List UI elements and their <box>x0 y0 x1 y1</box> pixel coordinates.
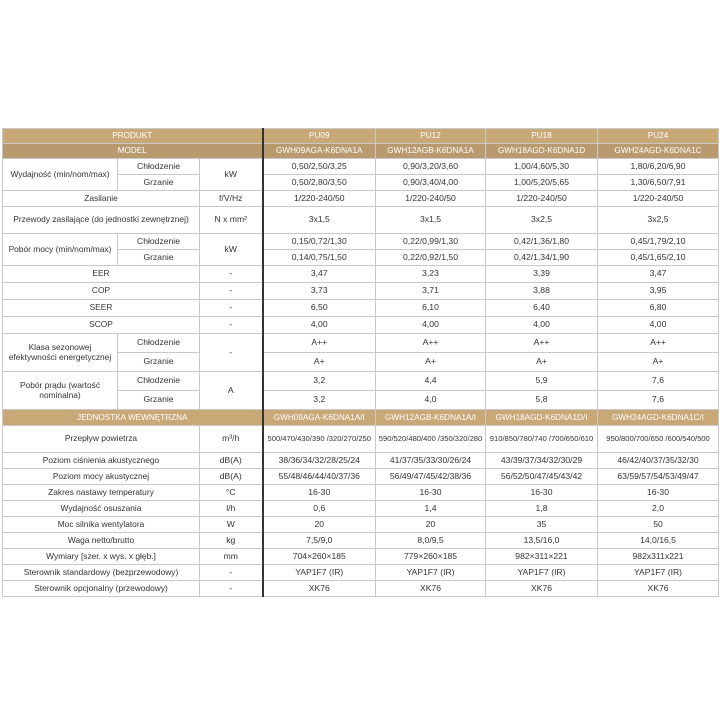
model-name: GWH09AGA-K6DNA1A/I <box>263 410 376 426</box>
model-header-row <box>3 144 719 159</box>
row-label: Waga netto/brutto <box>3 533 200 549</box>
cell-value: 55/48/46/44/40/37/36 <box>263 469 376 485</box>
row-label: Pobór prądu (wartość nominalna) <box>3 372 118 410</box>
cell-value: A+ <box>263 353 376 372</box>
cell-value: 3,88 <box>486 283 598 300</box>
cell-value: 7,5/9,0 <box>263 533 376 549</box>
cell-value: 1/220-240/50 <box>263 191 376 207</box>
row-label: Pobór mocy (min/nom/max) <box>3 234 118 266</box>
cell-value: A++ <box>598 334 719 353</box>
cell-value: 500/470/430/390 /320/270/250 <box>263 426 376 453</box>
table-row <box>3 266 719 283</box>
cell-value: 0,50/2,50/3,25 <box>263 159 376 175</box>
cell-value: 1,30/6,50/7,91 <box>598 175 719 191</box>
cell-value: 0,45/1,79/2,10 <box>598 234 719 250</box>
table-row <box>3 485 719 501</box>
sub-label: Grzanie <box>118 175 200 191</box>
cell-value: 3,23 <box>376 266 486 283</box>
cell-value: 0,22/0,92/1,50 <box>376 250 486 266</box>
cell-value: 2,0 <box>598 501 719 517</box>
table-row <box>3 283 719 300</box>
row-label: Moc silnika wentylatora <box>3 517 200 533</box>
spec-table <box>2 128 719 597</box>
unit: l/h <box>200 501 263 517</box>
unit: W <box>200 517 263 533</box>
cell-value: 1/220-240/50 <box>486 191 598 207</box>
cell-value: 3,2 <box>263 372 376 391</box>
cell-value: 4,00 <box>486 317 598 334</box>
cell-value: 13,5/16,0 <box>486 533 598 549</box>
row-label: Wydajność osuszania <box>3 501 200 517</box>
unit: - <box>200 334 263 372</box>
cell-value: 950/800/700/650 /600/540/500 <box>598 426 719 453</box>
cell-value: 590/520/480/400 /350/320/280 <box>376 426 486 453</box>
cell-value: 50 <box>598 517 719 533</box>
cell-value: 1/220-240/50 <box>376 191 486 207</box>
cell-value: 5,8 <box>486 391 598 410</box>
cell-value: 16-30 <box>376 485 486 501</box>
unit: f/V/Hz <box>200 191 263 207</box>
table-row <box>3 533 719 549</box>
model-name: GWH18AGD-K6DNA1D <box>486 144 598 159</box>
unit: °C <box>200 485 263 501</box>
cell-value: 16-30 <box>598 485 719 501</box>
sub-label: Chłodzenie <box>118 334 200 353</box>
indoor-label: JEDNOSTKA WEWNĘTRZNA <box>3 410 263 426</box>
sub-label: Chłodzenie <box>118 159 200 175</box>
product-name: PU18 <box>486 129 598 144</box>
row-label: COP <box>3 283 200 300</box>
cell-value: XK76 <box>486 581 598 597</box>
cell-value: 7,6 <box>598 372 719 391</box>
cell-value: 0,42/1,36/1,80 <box>486 234 598 250</box>
cell-value: 3,47 <box>263 266 376 283</box>
cell-value: 20 <box>263 517 376 533</box>
cell-value: A+ <box>486 353 598 372</box>
row-label: EER <box>3 266 200 283</box>
cell-value: 3,95 <box>598 283 719 300</box>
model-name: GWH09AGA-K6DNA1A <box>263 144 376 159</box>
table-row <box>3 581 719 597</box>
table-row <box>3 565 719 581</box>
cell-value: A+ <box>598 353 719 372</box>
cell-value: 8,0/9,5 <box>376 533 486 549</box>
cell-value: 1/220-240/50 <box>598 191 719 207</box>
row-label: SCOP <box>3 317 200 334</box>
cell-value: 982x311x221 <box>598 549 719 565</box>
sub-label: Grzanie <box>118 353 200 372</box>
unit: - <box>200 581 263 597</box>
sub-label: Grzanie <box>118 250 200 266</box>
table-row <box>3 234 719 250</box>
cell-value: 63/59/57/54/53/49/47 <box>598 469 719 485</box>
cell-value: 20 <box>376 517 486 533</box>
model-name: GWH12AGB-K6DNA1A <box>376 144 486 159</box>
table-row <box>3 372 719 391</box>
cell-value: 56/49/47/45/42/38/36 <box>376 469 486 485</box>
cell-value: A++ <box>486 334 598 353</box>
cell-value: 4,00 <box>263 317 376 334</box>
cell-value: 0,45/1,65/2,10 <box>598 250 719 266</box>
cell-value: A++ <box>376 334 486 353</box>
cell-value: 704×260×185 <box>263 549 376 565</box>
cell-value: 56/52/50/47/45/43/42 <box>486 469 598 485</box>
cell-value: 0,22/0,99/1,30 <box>376 234 486 250</box>
cell-value: 0,50/2,80/3,50 <box>263 175 376 191</box>
cell-value: 41/37/35/33/30/26/24 <box>376 453 486 469</box>
row-label: Zakres nastawy temperatury <box>3 485 200 501</box>
table-row <box>3 300 719 317</box>
model-name: GWH24AGD-K6DNA1C/I <box>598 410 719 426</box>
row-label: Zasilanie <box>3 191 200 207</box>
cell-value: 0,15/0,72/1,30 <box>263 234 376 250</box>
cell-value: 0,42/1,34/1,90 <box>486 250 598 266</box>
cell-value: 3x1,5 <box>376 207 486 234</box>
cell-value: YAP1F7 (IR) <box>486 565 598 581</box>
cell-value: 982×311×221 <box>486 549 598 565</box>
cell-value: XK76 <box>376 581 486 597</box>
cell-value: 35 <box>486 517 598 533</box>
table-row <box>3 159 719 175</box>
product-label: PRODUKT <box>3 129 263 144</box>
row-label: Wymiary [szer. x wys. x głęb.] <box>3 549 200 565</box>
cell-value: 5,9 <box>486 372 598 391</box>
cell-value: 6,40 <box>486 300 598 317</box>
cell-value: 3,71 <box>376 283 486 300</box>
cell-value: 0,6 <box>263 501 376 517</box>
unit: - <box>200 565 263 581</box>
cell-value: 3x2,5 <box>486 207 598 234</box>
cell-value: 1,4 <box>376 501 486 517</box>
cell-value: 1,00/5,20/5,65 <box>486 175 598 191</box>
cell-value: 3,39 <box>486 266 598 283</box>
cell-value: 16-30 <box>263 485 376 501</box>
unit: - <box>200 317 263 334</box>
row-label: Sterownik standardowy (bezprzewodowy) <box>3 565 200 581</box>
model-name: GWH12AGB-K6DNA1A/I <box>376 410 486 426</box>
cell-value: A+ <box>376 353 486 372</box>
product-name: PU09 <box>263 129 376 144</box>
table-row <box>3 317 719 334</box>
cell-value: 6,10 <box>376 300 486 317</box>
cell-value: 4,00 <box>376 317 486 334</box>
table-row <box>3 191 719 207</box>
cell-value: 0,90/3,20/3,60 <box>376 159 486 175</box>
unit: mm <box>200 549 263 565</box>
unit: N x mm² <box>200 207 263 234</box>
cell-value: 3x2,5 <box>598 207 719 234</box>
table-row <box>3 207 719 234</box>
sub-label: Chłodzenie <box>118 234 200 250</box>
cell-value: 3x1,5 <box>263 207 376 234</box>
cell-value: 16-30 <box>486 485 598 501</box>
row-label: Poziom mocy akustycznej <box>3 469 200 485</box>
product-name: PU12 <box>376 129 486 144</box>
cell-value: XK76 <box>598 581 719 597</box>
cell-value: 3,47 <box>598 266 719 283</box>
model-name: GWH18AGD-K6DNA1D/I <box>486 410 598 426</box>
indoor-header-row <box>3 410 719 426</box>
row-label: Przepływ powietrza <box>3 426 200 453</box>
table-row <box>3 517 719 533</box>
model-label: MODEL <box>3 144 263 159</box>
cell-value: 779×260×185 <box>376 549 486 565</box>
cell-value: 3,73 <box>263 283 376 300</box>
cell-value: YAP1F7 (IR) <box>263 565 376 581</box>
cell-value: 6,80 <box>598 300 719 317</box>
cell-value: 43/39/37/34/32/30/29 <box>486 453 598 469</box>
unit: - <box>200 283 263 300</box>
cell-value: XK76 <box>263 581 376 597</box>
cell-value: A++ <box>263 334 376 353</box>
model-name: GWH24AGD-K6DNA1C <box>598 144 719 159</box>
cell-value: 0,14/0,75/1,50 <box>263 250 376 266</box>
cell-value: 4,0 <box>376 391 486 410</box>
unit: - <box>200 266 263 283</box>
table-row <box>3 426 719 453</box>
unit: kg <box>200 533 263 549</box>
cell-value: 6,50 <box>263 300 376 317</box>
unit: kW <box>200 159 263 191</box>
row-label: Poziom ciśnienia akustycznego <box>3 453 200 469</box>
cell-value: YAP1F7 (IR) <box>598 565 719 581</box>
row-label: SEER <box>3 300 200 317</box>
cell-value: 4,4 <box>376 372 486 391</box>
row-label: Wydajność (min/nom/max) <box>3 159 118 191</box>
product-header-row <box>3 129 719 144</box>
row-label: Klasa sezonowej efektywności energetycznej <box>3 334 118 372</box>
product-name: PU24 <box>598 129 719 144</box>
table-row <box>3 469 719 485</box>
cell-value: 38/36/34/32/28/25/24 <box>263 453 376 469</box>
table-row <box>3 453 719 469</box>
sub-label: Chłodzenie <box>118 372 200 391</box>
unit: dB(A) <box>200 469 263 485</box>
cell-value: 1,00/4,60/5,30 <box>486 159 598 175</box>
cell-value: 910/850/780/740 /700/650/610 <box>486 426 598 453</box>
cell-value: 14,0/16,5 <box>598 533 719 549</box>
unit: m³/h <box>200 426 263 453</box>
table-row <box>3 501 719 517</box>
unit: dB(A) <box>200 453 263 469</box>
cell-value: YAP1F7 (IR) <box>376 565 486 581</box>
unit: A <box>200 372 263 410</box>
cell-value: 4,00 <box>598 317 719 334</box>
cell-value: 46/42/40/37/35/32/30 <box>598 453 719 469</box>
row-label: Przewody zasilające (do jednostki zewnętrznej) <box>3 207 200 234</box>
unit: - <box>200 300 263 317</box>
row-label: Sterownik opcjonalny (przewodowy) <box>3 581 200 597</box>
cell-value: 0,90/3,40/4,00 <box>376 175 486 191</box>
table-row <box>3 334 719 353</box>
sub-label: Grzanie <box>118 391 200 410</box>
cell-value: 1,80/6,20/6,90 <box>598 159 719 175</box>
unit: kW <box>200 234 263 266</box>
cell-value: 7,6 <box>598 391 719 410</box>
cell-value: 3,2 <box>263 391 376 410</box>
cell-value: 1,8 <box>486 501 598 517</box>
table-row <box>3 549 719 565</box>
